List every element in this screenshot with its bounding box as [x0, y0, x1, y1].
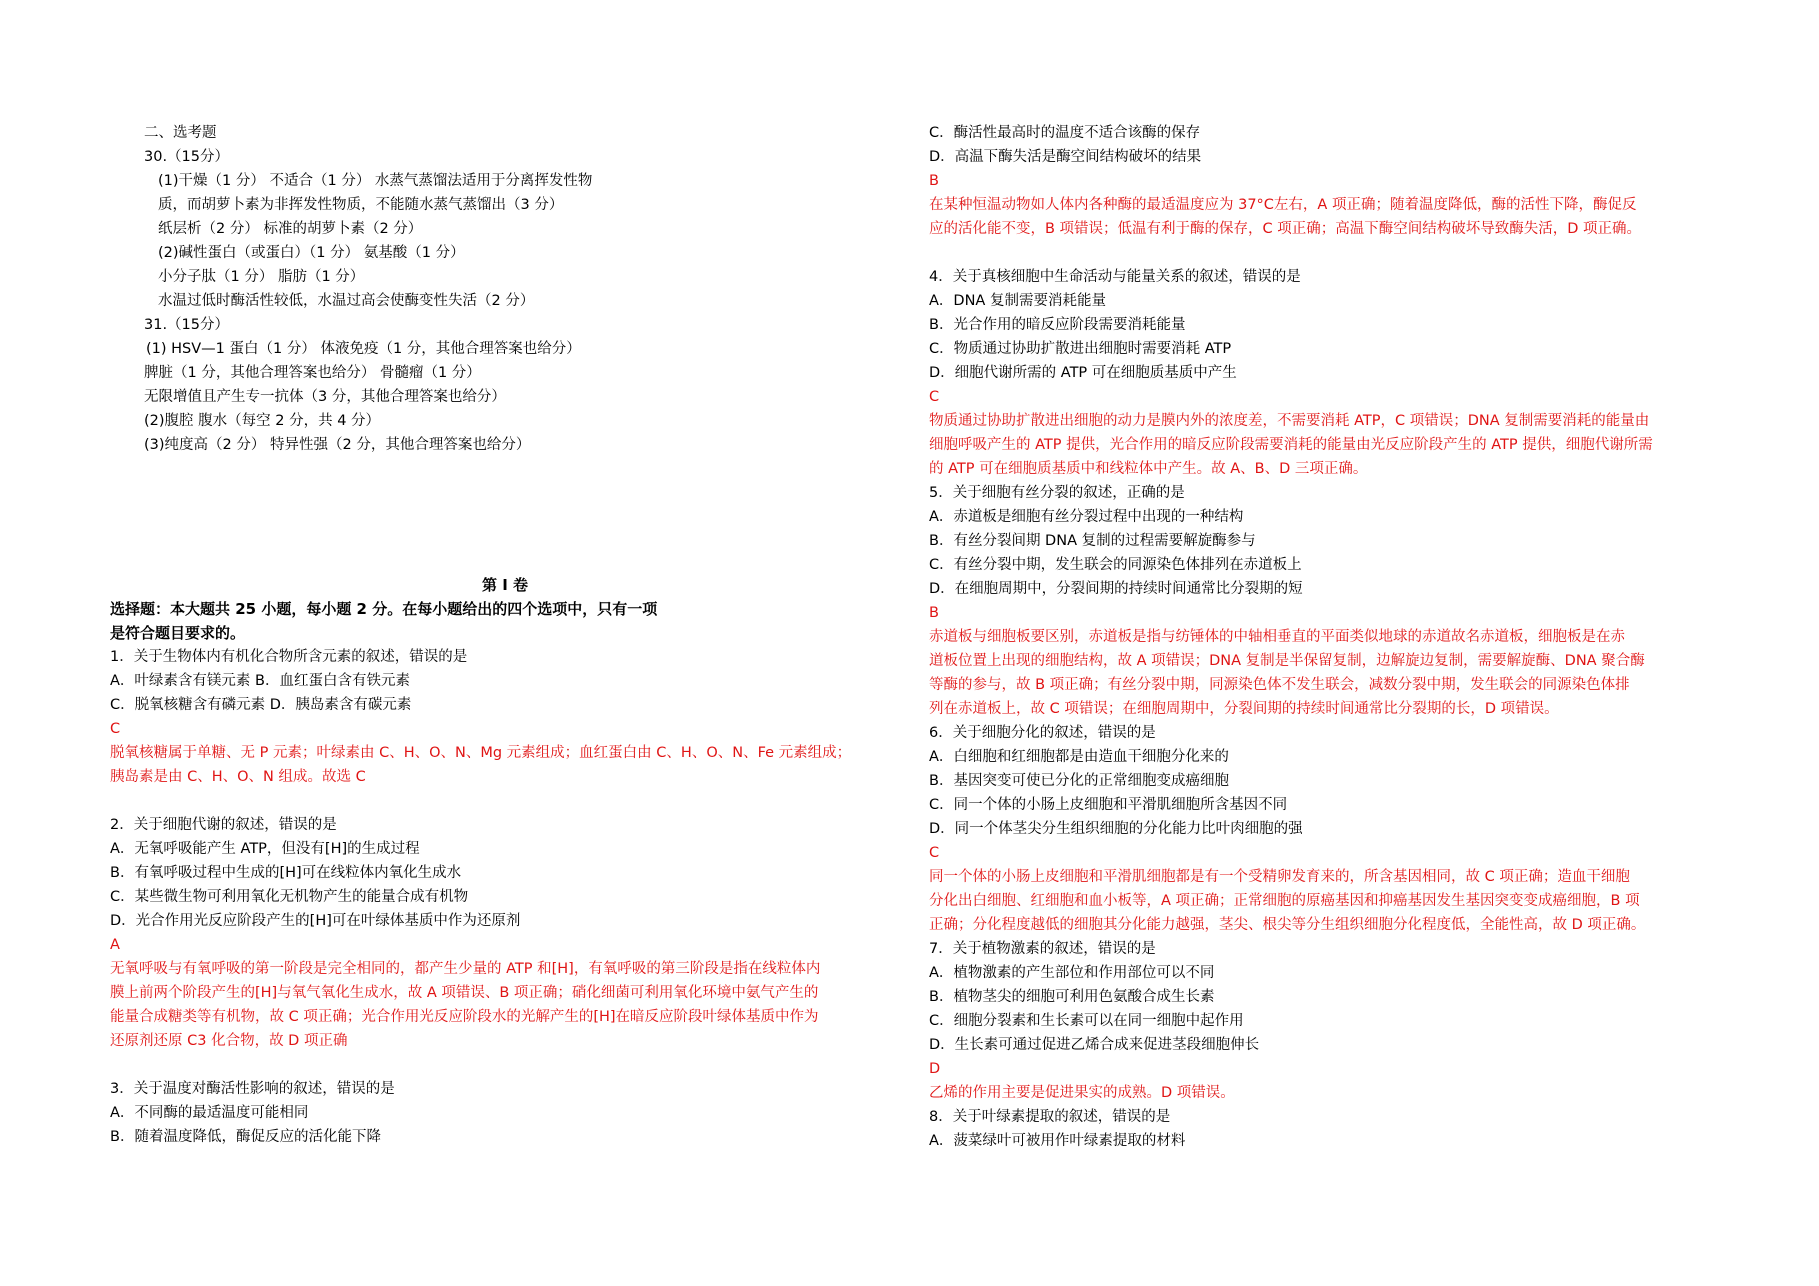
- left-text-line: 还原剂还原 C3 化合物，故 D 项正确: [110, 1033, 348, 1049]
- left-text-line: 小分子肽（1 分） 脂肪（1 分）: [158, 269, 365, 285]
- right-text-line: A．DNA 复制需要消耗能量: [929, 293, 1106, 309]
- right-text-line: D．在细胞周期中，分裂间期的持续时间通常比分裂期的短: [929, 581, 1303, 597]
- right-text-line: C．有丝分裂中期，发生联会的同源染色体排列在赤道板上: [929, 557, 1302, 573]
- right-text-line: A．赤道板是细胞有丝分裂过程中出现的一种结构: [929, 509, 1244, 525]
- right-text-line: D．生长素可通过促进乙烯合成来促进茎段细胞伸长: [929, 1037, 1260, 1053]
- right-text-line: 赤道板与细胞板要区别，赤道板是指与纺锤体的中轴相垂直的平面类似地球的赤道故名赤道板，细胞板是在赤: [929, 629, 1625, 645]
- right-text-line: D．高温下酶失活是酶空间结构破坏的结果: [929, 149, 1202, 165]
- right-text-line: A．菠菜绿叶可被用作叶绿素提取的材料: [929, 1133, 1186, 1149]
- right-text-line: 8．关于叶绿素提取的叙述，错误的是: [929, 1109, 1171, 1125]
- right-text-line: 物质通过协助扩散进出细胞的动力是膜内外的浓度差，不需要消耗 ATP，C 项错误；DNA 复制需要消耗的能量由: [929, 413, 1650, 429]
- right-text-line: 细胞呼吸产生的 ATP 提供，光合作用的暗反应阶段需要消耗的能量由光反应阶段产生的 ATP 提供，细胞代谢所需: [929, 437, 1653, 453]
- right-text-line: A．白细胞和红细胞都是由造血干细胞分化来的: [929, 749, 1229, 765]
- right-text-line: 正确；分化程度越低的细胞其分化能力越强，茎尖、根尖等分生组织细胞分化程度低，全能性高，故 D 项正确。: [929, 917, 1646, 933]
- right-text-line: 在某种恒温动物如人体内各种酶的最适温度应为 37°C左右，A 项正确；随着温度降低，酶的活性下降，酶促反: [929, 197, 1637, 213]
- right-text-line: B．植物茎尖的细胞可利用色氨酸合成生长素: [929, 989, 1215, 1005]
- left-text-line: 3．关于温度对酶活性影响的叙述，错误的是: [110, 1081, 395, 1097]
- right-text-line: D: [929, 1061, 941, 1077]
- right-text-line: A．植物激素的产生部位和作用部位可以不同: [929, 965, 1215, 981]
- left-text-line: C．脱氧核糖含有磷元素 D．胰岛素含有碳元素: [110, 697, 412, 713]
- left-text-line: 二、选考题: [144, 125, 217, 141]
- right-text-line: C: [929, 389, 940, 405]
- right-text-line: B．基因突变可使已分化的正常细胞变成癌细胞: [929, 773, 1229, 789]
- left-text-line: 31.（15分）: [144, 317, 230, 333]
- left-text-line: 能量合成糖类等有机物，故 C 项正确；光合作用光反应阶段水的光解产生的[H]在暗反应阶段叶绿体基质中作为: [110, 1009, 819, 1025]
- right-text-line: B．有丝分裂间期 DNA 复制的过程需要解旋酶参与: [929, 533, 1256, 549]
- right-text-line: 乙烯的作用主要是促进果实的成熟。D 项错误。: [929, 1085, 1235, 1101]
- left-text-line: C: [110, 721, 121, 737]
- left-text-line: (3)纯度高（2 分） 特异性强（2 分，其他合理答案也给分）: [144, 437, 531, 453]
- right-text-line: 等酶的参与，故 B 项正确；有丝分裂中期，同源染色体不发生联会，减数分裂中期，发生联会的同源染色体排: [929, 677, 1630, 693]
- right-text-line: D．细胞代谢所需的 ATP 可在细胞质基质中产生: [929, 365, 1237, 381]
- left-text-line: D．光合作用光反应阶段产生的[H]可在叶绿体基质中作为还原剂: [110, 913, 521, 929]
- right-text-line: 7．关于植物激素的叙述，错误的是: [929, 941, 1156, 957]
- right-text-line: B．光合作用的暗反应阶段需要消耗能量: [929, 317, 1186, 333]
- left-text-line: 膜上前两个阶段产生的[H]与氧气氧化生成水，故 A 项错误、B 项正确；硝化细菌可利用氧化环境中氨气产生的: [110, 985, 819, 1001]
- right-text-line: 应的活化能不变，B 项错误；低温有利于酶的保存，C 项正确；高温下酶空间结构破坏导致酶失活，D 项正确。: [929, 221, 1642, 237]
- right-text-line: B: [929, 173, 939, 189]
- left-text-line: A．叶绿素含有镁元素 B．血红蛋白含有铁元素: [110, 673, 410, 689]
- left-text-line: A: [110, 937, 120, 953]
- left-text-line: (1) HSV—1 蛋白（1 分） 体液免疫（1 分，其他合理答案也给分）: [146, 341, 581, 357]
- left-text-line: 水温过低时酶活性较低，水温过高会使酶变性失活（2 分）: [158, 293, 535, 309]
- left-text-line: A．无氧呼吸能产生 ATP，但没有[H]的生成过程: [110, 841, 420, 857]
- left-text-line: 纸层析（2 分） 标准的胡萝卜素（2 分）: [158, 221, 423, 237]
- right-text-line: 4．关于真核细胞中生命活动与能量关系的叙述，错误的是: [929, 269, 1301, 285]
- left-text-line: 无氧呼吸与有氧呼吸的第一阶段是完全相同的，都产生少量的 ATP 和[H]，有氧呼吸的第三阶段是指在线粒体内: [110, 961, 821, 977]
- left-text-line: (1)干燥（1 分） 不适合（1 分） 水蒸气蒸馏法适用于分离挥发性物: [158, 173, 593, 189]
- left-text-line: 脾脏（1 分，其他合理答案也给分） 骨髓瘤（1 分）: [144, 365, 481, 381]
- right-text-line: D．同一个体茎尖分生组织细胞的分化能力比叶肉细胞的强: [929, 821, 1303, 837]
- left-text-line: 1．关于生物体内有机化合物所含元素的叙述，错误的是: [110, 649, 468, 665]
- left-text-line: 选择题：本大题共 25 小题，每小题 2 分。在每小题给出的四个选项中，只有一项: [110, 600, 658, 618]
- left-text-line: 无限增值且产生专一抗体（3 分，其他合理答案也给分）: [144, 389, 506, 405]
- right-text-line: C．细胞分裂素和生长素可以在同一细胞中起作用: [929, 1013, 1244, 1029]
- left-text-line: (2)碱性蛋白（或蛋白）（1 分） 氨基酸（1 分）: [158, 245, 465, 261]
- left-text-line: 第 I 卷: [482, 576, 529, 594]
- right-text-line: C．酶活性最高时的温度不适合该酶的保存: [929, 125, 1201, 141]
- left-text-line: B．随着温度降低，酶促反应的活化能下降: [110, 1129, 381, 1145]
- left-text-line: 是符合题目要求的。: [110, 624, 246, 642]
- right-text-line: 同一个体的小肠上皮细胞和平滑肌细胞都是有一个受精卵发育来的，所含基因相同，故 C 项正确；造血干细胞: [929, 869, 1630, 885]
- right-text-line: 道板位置上出现的细胞结构，故 A 项错误；DNA 复制是半保留复制，边解旋边复制，需要解旋酶、DNA 聚合酶: [929, 653, 1645, 669]
- left-text-line: B．有氧呼吸过程中生成的[H]可在线粒体内氧化生成水: [110, 865, 462, 881]
- left-text-line: 胰岛素是由 C、H、O、N 组成。故选 C: [110, 769, 366, 785]
- left-text-line: 30.（15分）: [144, 149, 230, 165]
- right-text-line: 6．关于细胞分化的叙述，错误的是: [929, 725, 1156, 741]
- right-text-line: C．物质通过协助扩散进出细胞时需要消耗 ATP: [929, 341, 1232, 357]
- left-text-line: 脱氧核糖属于单糖、无 P 元素；叶绿素由 C、H、O、N、Mg 元素组成；血红蛋白由 C、H、O、N、Fe 元素组成；: [110, 745, 852, 761]
- right-text-line: 列在赤道板上，故 C 项错误；在细胞周期中，分裂间期的持续时间通常比分裂期的长，D 项错误。: [929, 701, 1559, 717]
- right-text-line: C: [929, 845, 940, 861]
- right-text-line: C．同一个体的小肠上皮细胞和平滑肌细胞所含基因不同: [929, 797, 1288, 813]
- left-text-line: 质，而胡萝卜素为非挥发性物质，不能随水蒸气蒸馏出（3 分）: [158, 197, 564, 213]
- right-text-line: 分化出白细胞、红细胞和血小板等，A 项正确；正常细胞的原癌基因和抑癌基因发生基因突变变成癌细胞，B 项: [929, 893, 1640, 909]
- right-text-line: 5．关于细胞有丝分裂的叙述，正确的是: [929, 485, 1185, 501]
- right-text-line: B: [929, 605, 939, 621]
- right-text-line: 的 ATP 可在细胞质基质中和线粒体中产生。故 A、B、D 三项正确。: [929, 461, 1368, 477]
- left-text-line: (2)腹腔 腹水（每空 2 分，共 4 分）: [144, 413, 381, 429]
- left-text-line: A．不同酶的最适温度可能相同: [110, 1105, 309, 1121]
- left-text-line: 2．关于细胞代谢的叙述，错误的是: [110, 817, 337, 833]
- left-text-line: C．某些微生物可利用氧化无机物产生的能量合成有机物: [110, 889, 469, 905]
